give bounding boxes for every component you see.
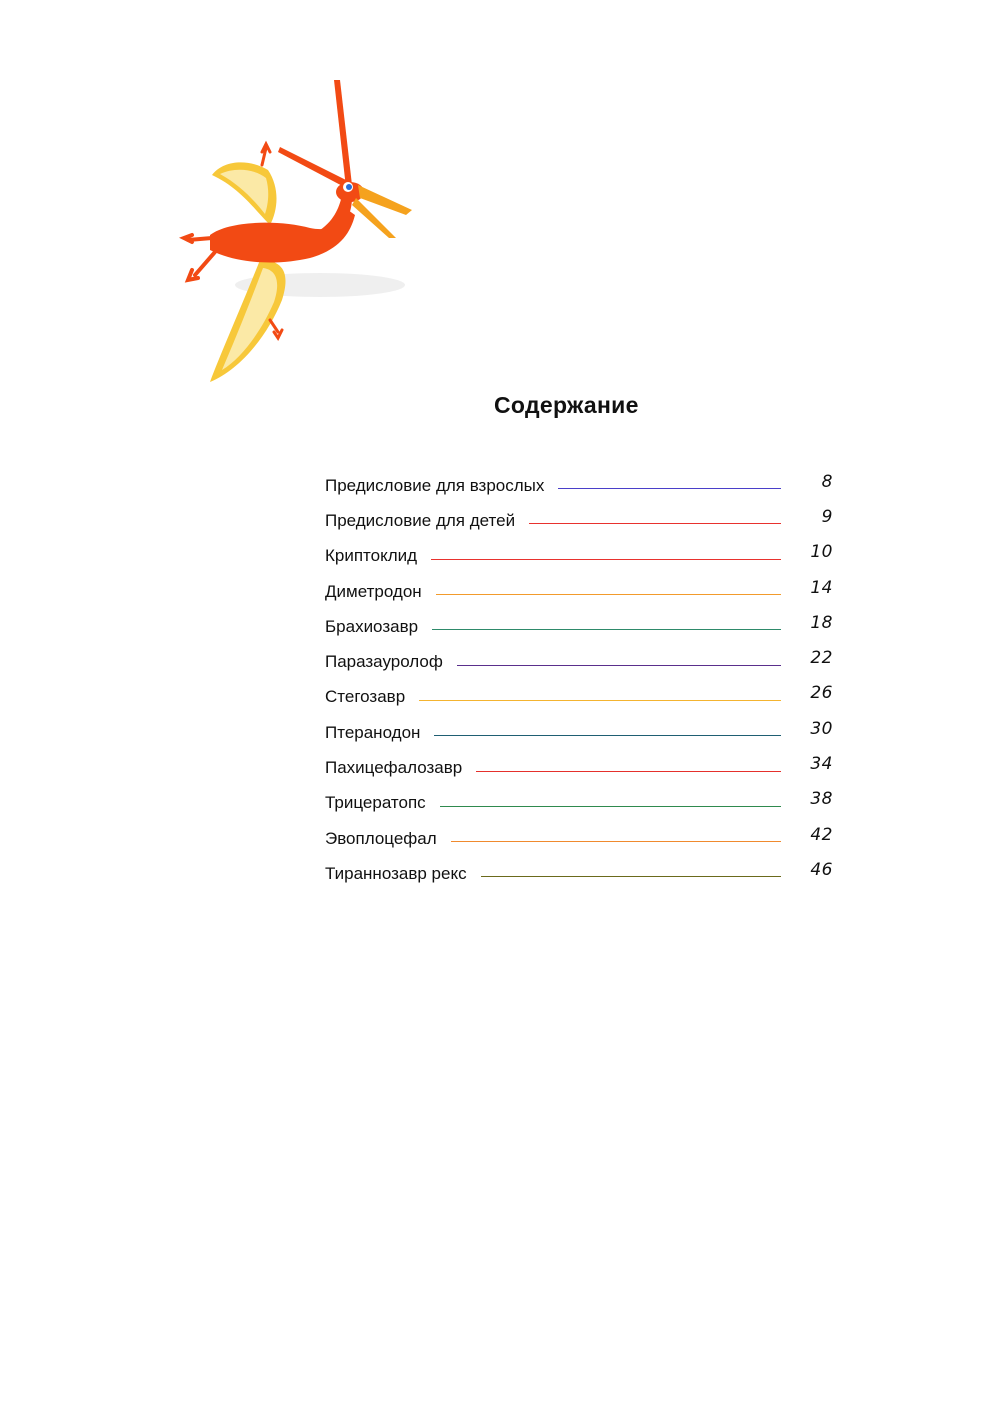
toc-leader-line: [419, 700, 781, 701]
toc-entry[interactable]: [325, 750, 845, 785]
toc-entry[interactable]: [325, 539, 845, 574]
toc-entry-label: Эвоплоцефал: [325, 828, 437, 848]
toc-leader-line: [440, 806, 781, 807]
toc-entry-label: Паразауролоф: [325, 652, 443, 672]
toc-entry-page-number: 38: [810, 789, 833, 810]
toc-entry-label: Стегозавр: [325, 687, 406, 707]
pteranodon-illustration-icon: [170, 70, 420, 400]
toc-leader-line: [481, 876, 781, 877]
toc-leader-line: [431, 559, 781, 560]
toc-entry-page-number: 18: [810, 612, 833, 633]
toc-entry-page-number: 46: [810, 859, 833, 880]
toc-entry[interactable]: [325, 680, 845, 715]
toc-entry-page-number: 8: [821, 471, 833, 492]
toc-entry-label: Предисловие для взрослых: [325, 475, 545, 495]
toc-entry[interactable]: [325, 856, 845, 891]
toc-leader-line: [529, 523, 781, 524]
toc-entry-page-number: 30: [810, 718, 833, 739]
crest: [334, 80, 352, 188]
toc-leader-line: [432, 629, 781, 630]
toc-entry[interactable]: [325, 644, 845, 679]
toc-entry-page-number: 10: [810, 542, 833, 563]
toc-leader-line: [451, 841, 781, 842]
toc-entry[interactable]: [325, 503, 845, 538]
toc-entry-label: Диметродон: [325, 581, 422, 601]
toc-leader-line: [434, 735, 781, 736]
table-of-contents: [325, 468, 845, 892]
toc-leader-line: [457, 665, 781, 666]
toc-entry-page-number: 9: [821, 506, 833, 527]
toc-entry[interactable]: [325, 574, 845, 609]
toc-entry-page-number: 34: [810, 754, 833, 775]
toc-entry-label: Предисловие для детей: [325, 510, 516, 530]
toc-entry-page-number: 26: [810, 683, 833, 704]
page-title: Содержание: [494, 392, 639, 418]
toc-entry[interactable]: [325, 468, 845, 503]
toc-entry-page-number: 14: [810, 577, 833, 598]
toc-entry-page-number: 22: [810, 648, 833, 669]
toc-entry[interactable]: [325, 715, 845, 750]
toc-entry-label: Пахицефалозавр: [325, 758, 463, 778]
toc-entry[interactable]: [325, 786, 845, 821]
toc-entry[interactable]: [325, 609, 845, 644]
toc-entry-label: Брахиозавр: [325, 616, 419, 636]
toc-leader-line: [558, 488, 781, 489]
toc-entry-label: Тираннозавр рекс: [325, 863, 467, 883]
toc-leader-line: [436, 594, 781, 595]
toc-entry[interactable]: [325, 821, 845, 856]
toc-entry-label: Криптоклид: [325, 546, 418, 566]
toc-entry-page-number: 42: [810, 824, 833, 845]
toc-entry-label: Трицератопс: [325, 793, 426, 813]
toc-leader-line: [476, 771, 781, 772]
toc-entry-label: Птеранодон: [325, 722, 421, 742]
